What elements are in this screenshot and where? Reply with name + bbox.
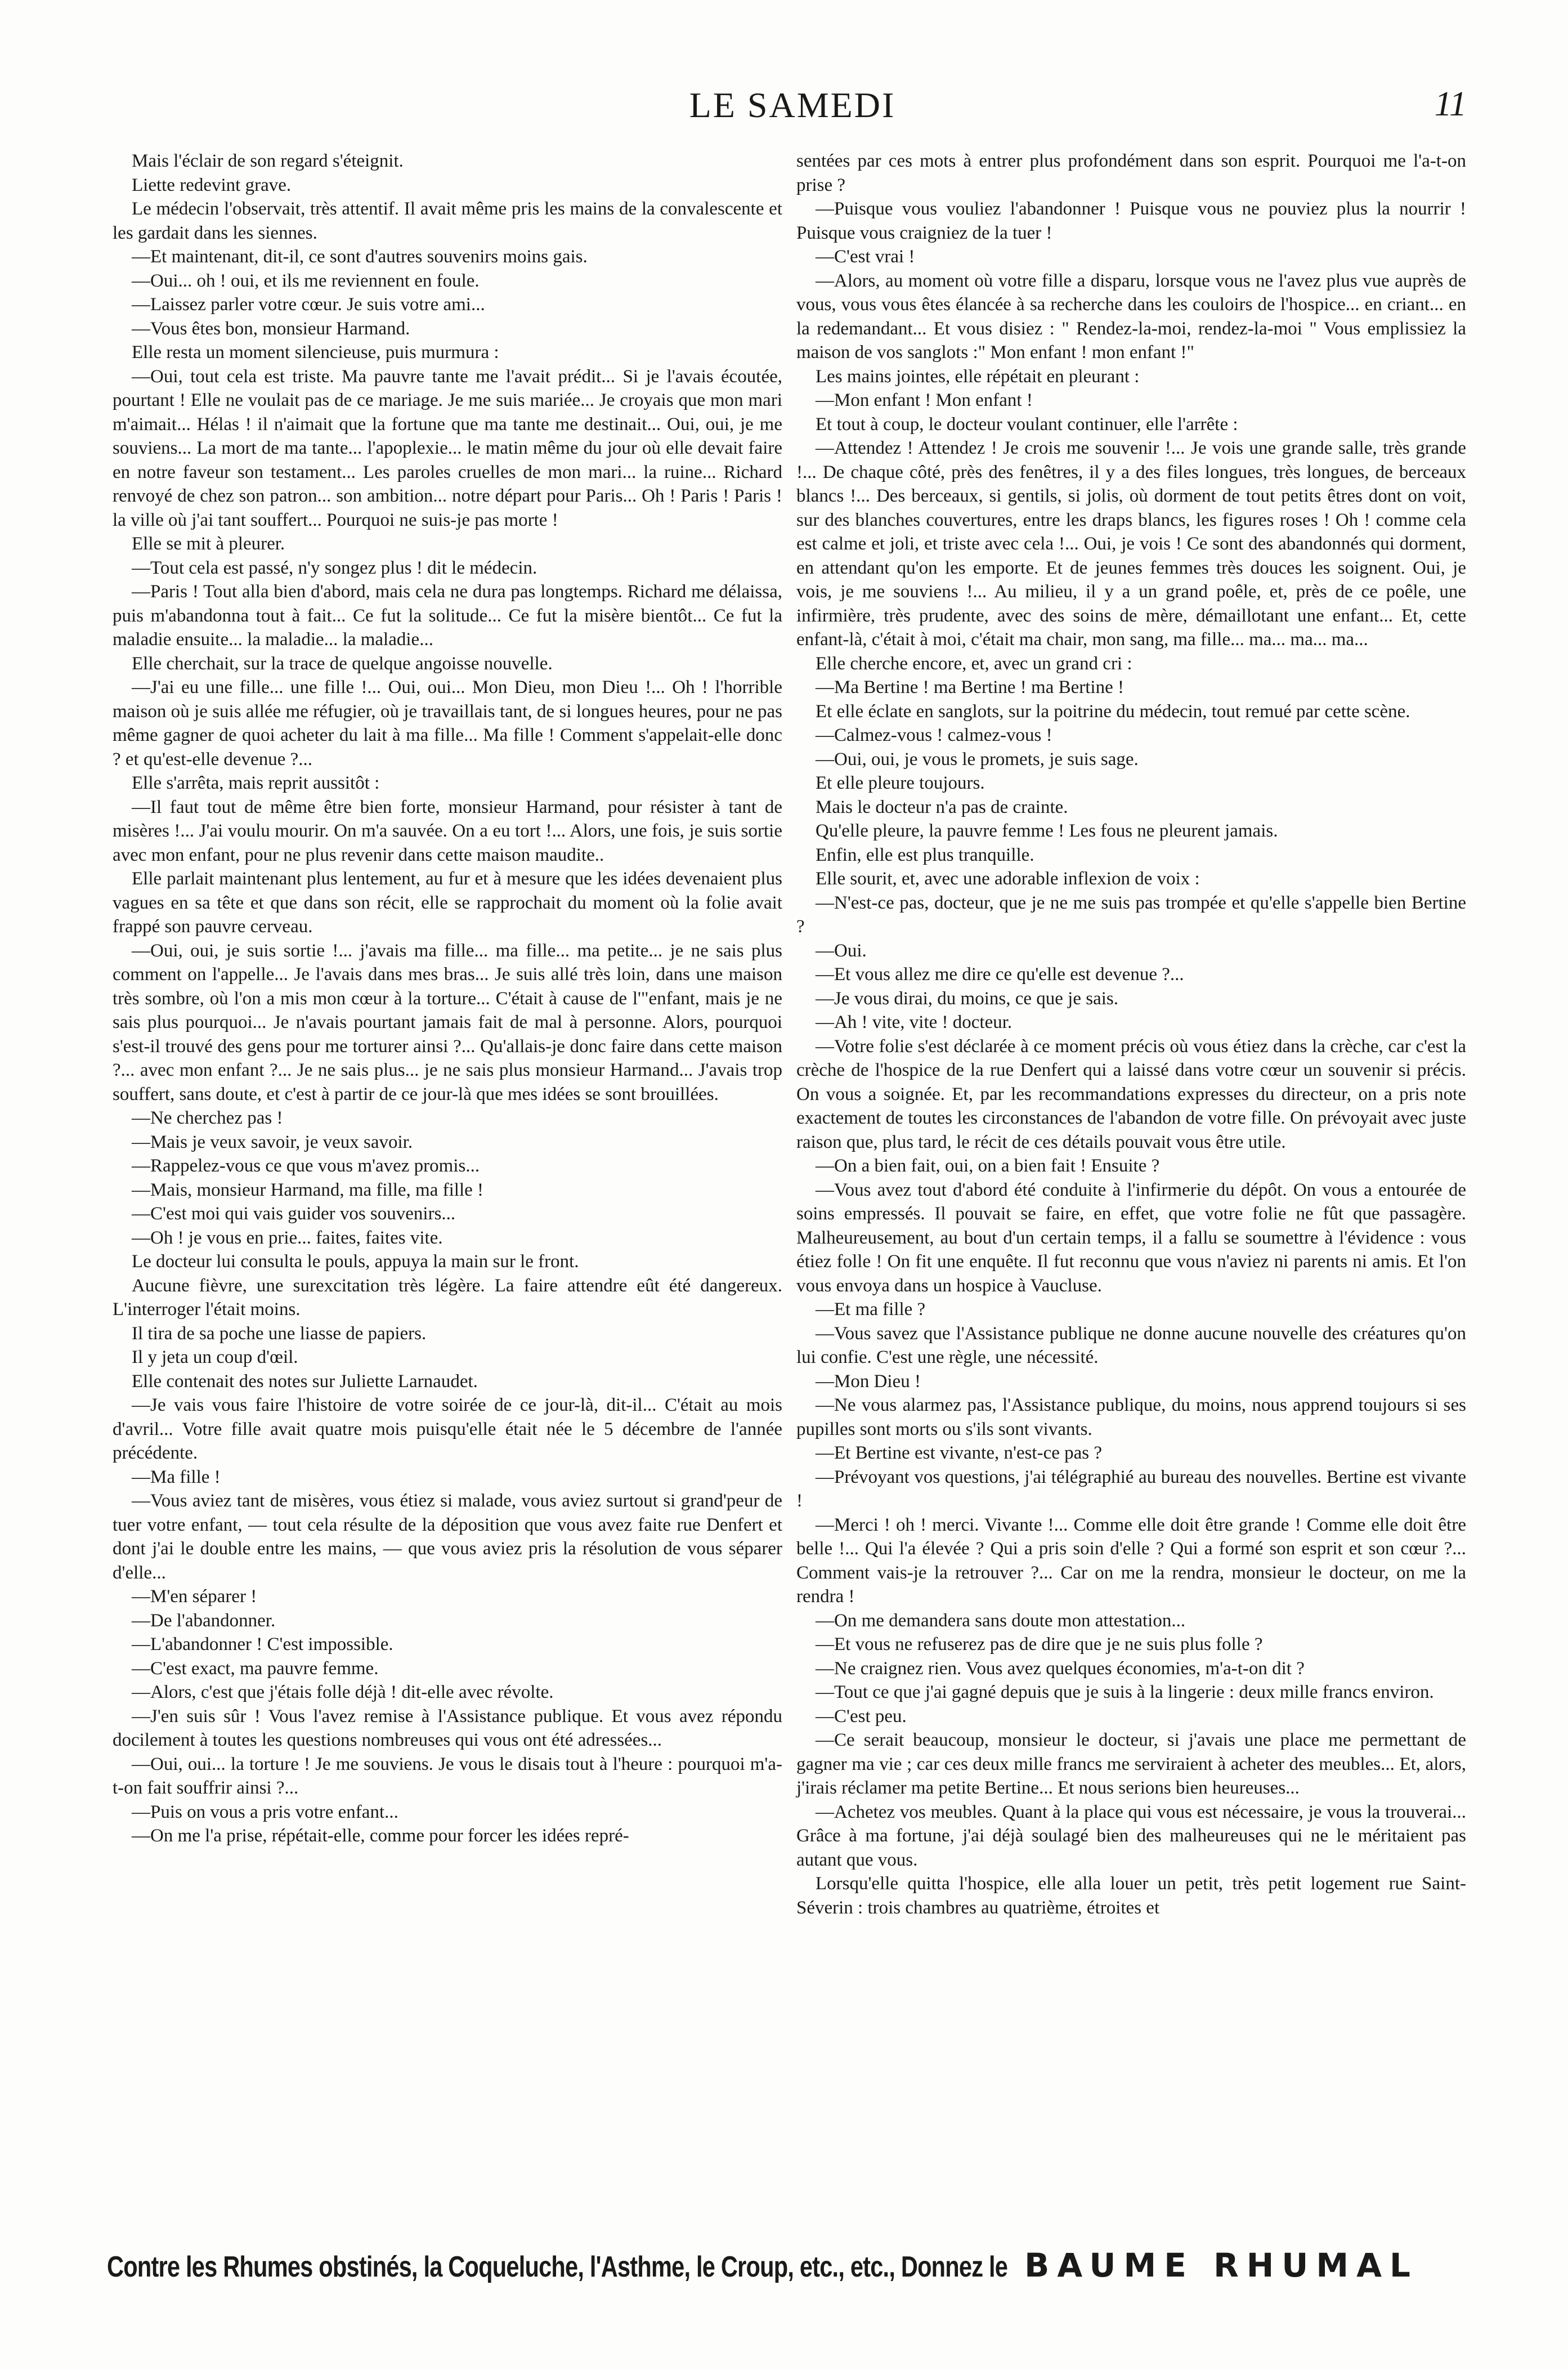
paragraph: —Alors, au moment où votre fille a disparu, lorsque vous ne l'avez plus vue auprès de vous, vous vous êtes élancée à sa recherche dans les couloirs de l'hospice... en criant... en la redemandant... Et vous disiez : " Rendez-la-moi, rendez-la-moi " Vous emplissiez la maison de vos sanglots :" Mon enfant ! mon enfant !" <box>796 270 1466 363</box>
paragraph: Elle resta un moment silencieuse, puis murmura : <box>132 342 499 363</box>
advertisement-text: Contre les Rhumes obstinés, la Coqueluche, l'Asthme, le Croup, etc., etc., Donnez le <box>107 2251 1008 2283</box>
paragraph: —Je vous dirai, du moins, ce que je sais. <box>816 988 1118 1009</box>
paragraph: —Et ma fille ? <box>816 1299 926 1320</box>
paragraph: —Alors, c'est que j'étais folle déjà ! dit-elle avec révolte. <box>132 1682 554 1702</box>
paragraph: —Vous avez tout d'abord été conduite à l'infirmerie du dépôt. On vous a entourée de soins empressés. Il pouvait se faire, en effet, que votre folie ne fût que passagère. Malheureusement, au bout d'un certain temps, il a fallu se soumettre à l'évidence : vous étiez folle ! On fit une enquête. Il fut reconnu que vous n'aviez ni parents ni amis. Et l'on vous envoya dans un hospice à Vaucluse. <box>796 1179 1466 1296</box>
paragraph: —Mais, monsieur Harmand, ma fille, ma fille ! <box>132 1179 484 1200</box>
paragraph: —Rappelez-vous ce que vous m'avez promis... <box>132 1156 480 1176</box>
paragraph: —Ma Bertine ! ma Bertine ! ma Bertine ! <box>816 677 1124 697</box>
paragraph: —Il faut tout de même être bien forte, monsieur Harmand, pour résister à tant de misères !... J'ai voulu mourir. On m'a sauvée. On a eu tort !... Alors, une fois, je suis sortie avec mon enfant, pour ne plus revenir dans cette maison maudite.. <box>113 797 782 865</box>
paragraph: —J'en suis sûr ! Vous l'avez remise à l'Assistance publique. Et vous avez répondu docilement à toutes les questions nombreuses qui vous ont été adressées... <box>113 1706 782 1750</box>
paragraph: —N'est-ce pas, docteur, que je ne me suis pas trompée et qu'elle s'appelle bien Bertine ? <box>796 892 1466 937</box>
paragraph: —Vous êtes bon, monsieur Harmand. <box>132 318 410 339</box>
paragraph: Mais l'éclair de son regard s'éteignit. <box>132 151 404 171</box>
paragraph: —De l'abandonner. <box>132 1610 276 1631</box>
paragraph: —Ah ! vite, vite ! docteur. <box>816 1012 1013 1032</box>
paragraph: —Votre folie s'est déclarée à ce moment précis où vous étiez dans la crèche, car c'est la crèche de l'hospice de la rue Denfert qui a laissé dans votre cœur un souvenir si précis. On vous a soignée. Et, par les recommandations expresses du directeur, on a pris note exactement de toutes les circonstances de l'abandon de votre fille. On prévoyait avec juste raison que, plus tard, le récit de ces détails pouvait vous être utile. <box>796 1036 1466 1152</box>
paragraph: —M'en séparer ! <box>132 1586 257 1607</box>
paragraph: Elle parlait maintenant plus lentement, au fur et à mesure que les idées devenaient plus vagues en sa tête et que dans son récit, elle se rapprochait du moment où la folie avait frappé son pauvre cerveau. <box>113 869 782 937</box>
page-number: 11 <box>1434 85 1467 123</box>
paragraph: —Ce serait beaucoup, monsieur le docteur, si j'avais une place me permettant de gagner ma vie ; car ces deux mille francs me serviraient à acheter des meubles... Et, alors, j'irais réclamer ma petite Bertine... Et nous serions bien heureuses... <box>796 1730 1466 1798</box>
paragraph: —C'est vrai ! <box>816 247 915 267</box>
paragraph: Aucune fièvre, une surexcitation très légère. La faire attendre eût été dangereux. L'interroger l'était moins. <box>113 1275 782 1320</box>
paragraph: —Tout cela est passé, n'y songez plus ! dit le médecin. <box>132 557 537 578</box>
paragraph: Et elle pleure toujours. <box>816 773 985 793</box>
paragraph: —Mon Dieu ! <box>816 1371 921 1392</box>
paragraph: —Achetez vos meubles. Quant à la place qui vous est nécessaire, je vous la trouverai... Grâce à ma fortune, j'ai déjà soulagé bien des malheureuses qui ne le méritaient pas autant que vous. <box>796 1801 1466 1870</box>
paragraph: —C'est exact, ma pauvre femme. <box>132 1658 379 1679</box>
paragraph: —L'abandonner ! C'est impossible. <box>132 1634 393 1654</box>
paragraph: —On me l'a prise, répétait-elle, comme pour forcer les idées repré- <box>132 1826 629 1846</box>
page-header <box>113 84 1472 146</box>
paragraph: —On me demandera sans doute mon attestation... <box>816 1610 1186 1631</box>
paragraph: Le docteur lui consulta le pouls, appuya la main sur le front. <box>132 1251 579 1272</box>
paragraph: —Oui, oui, je suis sortie !... j'avais ma fille... ma fille... ma petite... je ne sais plus comment on l'appelle... Je l'avais dans mes bras... Je suis allé très loin, dans une maison très sombre, où l'on a mis mon cœur à la torture... C'était à cause de l'"enfant, mais je ne sais plus pourquoi... Je n'avais pourtant jamais fait de mal à personne. Alors, pourquoi s'est-il trouvé des gens pour me torturer ainsi ?... Qu'allais-je donc faire dans cette maison ?... avec mon enfant ?... Je ne sais plus... je ne sais plus monsieur Harmand... J'avais trop souffert, sans doute, et c'est à partir de ce jour-là que mes idées se sont brouillées. <box>113 940 782 1104</box>
paragraph: —Oui... oh ! oui, et ils me reviennent en foule. <box>132 270 480 291</box>
paragraph: Qu'elle pleure, la pauvre femme ! Les fous ne pleurent jamais. <box>816 821 1278 841</box>
paragraph: —Ma fille ! <box>132 1466 221 1487</box>
paragraph: —Oui, oui, je vous le promets, je suis sage. <box>816 749 1139 770</box>
paragraph: Liette redevint grave. <box>132 175 292 195</box>
paragraph: Les mains jointes, elle répétait en pleurant : <box>816 366 1140 387</box>
paragraph: —Mais je veux savoir, je veux savoir. <box>132 1132 413 1152</box>
paragraph: Elle cherchait, sur la trace de quelque angoisse nouvelle. <box>132 653 553 674</box>
paragraph: —Paris ! Tout alla bien d'abord, mais cela ne dura pas longtemps. Richard me délaissa, puis m'abandonna tout à fait... Ce fut la solitude... Ce fut la misère bientôt... Ce fut la maladie ensuite... la maladie... la maladie... <box>113 582 782 650</box>
paragraph: sentées par ces mots à entrer plus profondément dans son esprit. Pourquoi me l'a-t-on prise ? <box>796 151 1466 195</box>
paragraph: —On a bien fait, oui, on a bien fait ! Ensuite ? <box>816 1156 1160 1176</box>
right-text-column <box>796 149 1466 1920</box>
paragraph: Il tira de sa poche une liasse de papiers. <box>132 1323 427 1344</box>
paragraph: —Et vous ne refuserez pas de dire que je ne suis plus folle ? <box>816 1634 1263 1654</box>
paragraph: —Ne vous alarmez pas, l'Assistance publique, du moins, nous apprend toujours si ses pupilles sont morts ou s'ils sont vivants. <box>796 1395 1466 1439</box>
paragraph: Lorsqu'elle quitta l'hospice, elle alla louer un petit, très petit logement rue Saint-Séverin : trois chambres au quatrième, étroites et <box>796 1873 1466 1918</box>
journal-title: LE SAMEDI <box>689 85 896 125</box>
paragraph: Enfin, elle est plus tranquille. <box>816 844 1034 865</box>
advertisement-brand: BAUME RHUMAL <box>1024 2246 1418 2284</box>
paragraph: Elle contenait des notes sur Juliette Larnaudet. <box>132 1371 478 1392</box>
paragraph: —C'est peu. <box>816 1706 907 1727</box>
paragraph: Elle sourit, et, avec une adorable inflexion de voix : <box>816 869 1200 889</box>
paragraph: —Mon enfant ! Mon enfant ! <box>816 390 1033 410</box>
paragraph: —Oui, oui... la torture ! Je me souviens. Je vous le disais tout à l'heure : pourquoi m'a-t-on fait souffrir ainsi ?... <box>113 1754 782 1798</box>
left-text-column <box>113 149 782 1848</box>
paragraph: Elle s'arrêta, mais reprit aussitôt : <box>132 773 380 793</box>
paragraph: —Tout ce que j'ai gagné depuis que je suis à la lingerie : deux mille francs environ. <box>816 1682 1434 1702</box>
paragraph: —Puis on vous a pris votre enfant... <box>132 1801 398 1822</box>
paragraph: —Oui, tout cela est triste. Ma pauvre tante me l'avait prédit... Si je l'avais écoutée, pourtant ! Elle ne voulait pas de ce mariage. Je me suis mariée... Je croyais que mon mari m'aimait... Hélas ! il n'aimait que la fortune que ma tante me destinait... Oui, oui, je me souviens... La mort de ma tante... l'apoplexie... le matin même du jour où elle devait faire en notre faveur son testament... Les paroles cruelles de mon mari... la ruine... Richard renvoyé de chez son patron... son ambition... notre départ pour Paris... Oh ! Paris ! Paris ! la ville où j'ai tant souffert... Pourquoi ne suis-je pas morte ! <box>113 366 782 530</box>
paragraph: —Oh ! je vous en prie... faites, faites vite. <box>132 1227 443 1248</box>
paragraph: —Merci ! oh ! merci. Vivante !... Comme elle doit être grande ! Comme elle doit être belle !... Qui l'a élevée ? Qui a pris soin d'elle ? Qui a formé son esprit et son cœur ?... Comment vais-je la retrouver ?... Car on me la rendra, monsieur le docteur, on me la rendra ! <box>796 1514 1466 1607</box>
paragraph: —Je vais vous faire l'histoire de votre soirée de ce jour-là, dit-il... C'était au mois d'avril... Votre fille avait quatre mois puisqu'elle était née le 5 décembre de l'année précédente. <box>113 1395 782 1463</box>
paragraph: —Ne craignez rien. Vous avez quelques économies, m'a-t-on dit ? <box>816 1658 1305 1679</box>
paragraph: —Ne cherchez pas ! <box>132 1108 283 1128</box>
paragraph: Mais le docteur n'a pas de crainte. <box>816 797 1068 817</box>
paragraph: —Et maintenant, dit-il, ce sont d'autres souvenirs moins gais. <box>132 247 588 267</box>
paragraph: Elle se mit à pleurer. <box>132 534 285 554</box>
paragraph: —Laissez parler votre cœur. Je suis votre ami... <box>132 294 485 315</box>
paragraph: —Et vous allez me dire ce qu'elle est devenue ?... <box>816 964 1184 985</box>
paragraph: —Attendez ! Attendez ! Je crois me souvenir !... Je vois une grande salle, très grande !... De chaque côté, près des fenêtres, il y a des files longues, très longues, de berceaux blancs !... Des berceaux, si gentils, si jolis, où dorment de tout petits êtres dont on voit, sur des blanches couvertures, entre les draps blancs, les figures roses ! Oh ! comme cela est calme et joli, et triste avec cela !... Oui, je vois ! Ce sont des abandonnés qui dorment, en attendant qu'on les emporte. Et de jeunes femmes très douces les soignent. Oui, je vois, je me souviens !... Au milieu, il y a un grand poêle, et, près de ce poêle, une infirmière, très prudente, avec des soins de mère, démaillotant une enfant... Et, cette enfant-là, c'était à moi, c'était ma chair, mon sang, ma fille... ma... ma... ma... <box>796 438 1466 650</box>
paragraph: —Vous savez que l'Assistance publique ne donne aucune nouvelle des créatures qu'on lui confie. C'est une règle, une nécessité. <box>796 1323 1466 1367</box>
paragraph: —Vous aviez tant de misères, vous étiez si malade, vous aviez surtout si grand'peur de tuer votre enfant, — tout cela résulte de la déposition que vous avez faite rue Denfert et dont j'ai le double entre les mains, — que vous aviez pris la résolution de vous séparer d'elle... <box>113 1491 782 1583</box>
paragraph: Elle cherche encore, et, avec un grand cri : <box>816 653 1132 674</box>
paragraph: —Puisque vous vouliez l'abandonner ! Puisque vous ne pouviez plus la nourrir ! Puisque vous craigniez de la tuer ! <box>796 199 1466 243</box>
paragraph: Et tout à coup, le docteur voulant continuer, elle l'arrête : <box>816 414 1238 435</box>
paragraph: Et elle éclate en sanglots, sur la poitrine du médecin, tout remué par cette scène. <box>816 701 1410 722</box>
paragraph: Le médecin l'observait, très attentif. Il avait même pris les mains de la convalescente et les gardait dans les siennes. <box>113 199 782 243</box>
footer-advertisement <box>107 2246 1500 2297</box>
paragraph: —Et Bertine est vivante, n'est-ce pas ? <box>816 1443 1103 1463</box>
paragraph: —Prévoyant vos questions, j'ai télégraphié au bureau des nouvelles. Bertine est vivante ! <box>796 1466 1466 1511</box>
paragraph: —Oui. <box>816 940 867 961</box>
paragraph: —C'est moi qui vais guider vos souvenirs... <box>132 1204 456 1224</box>
paragraph: —J'ai eu une fille... une fille !... Oui, oui... Mon Dieu, mon Dieu !... Oh ! l'horrible maison où je suis allée me réfugier, où je travaillais tant, de si longues heures, pour ne pas même gagner de quoi acheter du lait à ma fille... Ma fille ! Comment s'appelait-elle donc ? et qu'est-elle devenue ?... <box>113 677 782 770</box>
paragraph: Il y jeta un coup d'œil. <box>132 1347 298 1367</box>
paragraph: —Calmez-vous ! calmez-vous ! <box>816 725 1052 745</box>
